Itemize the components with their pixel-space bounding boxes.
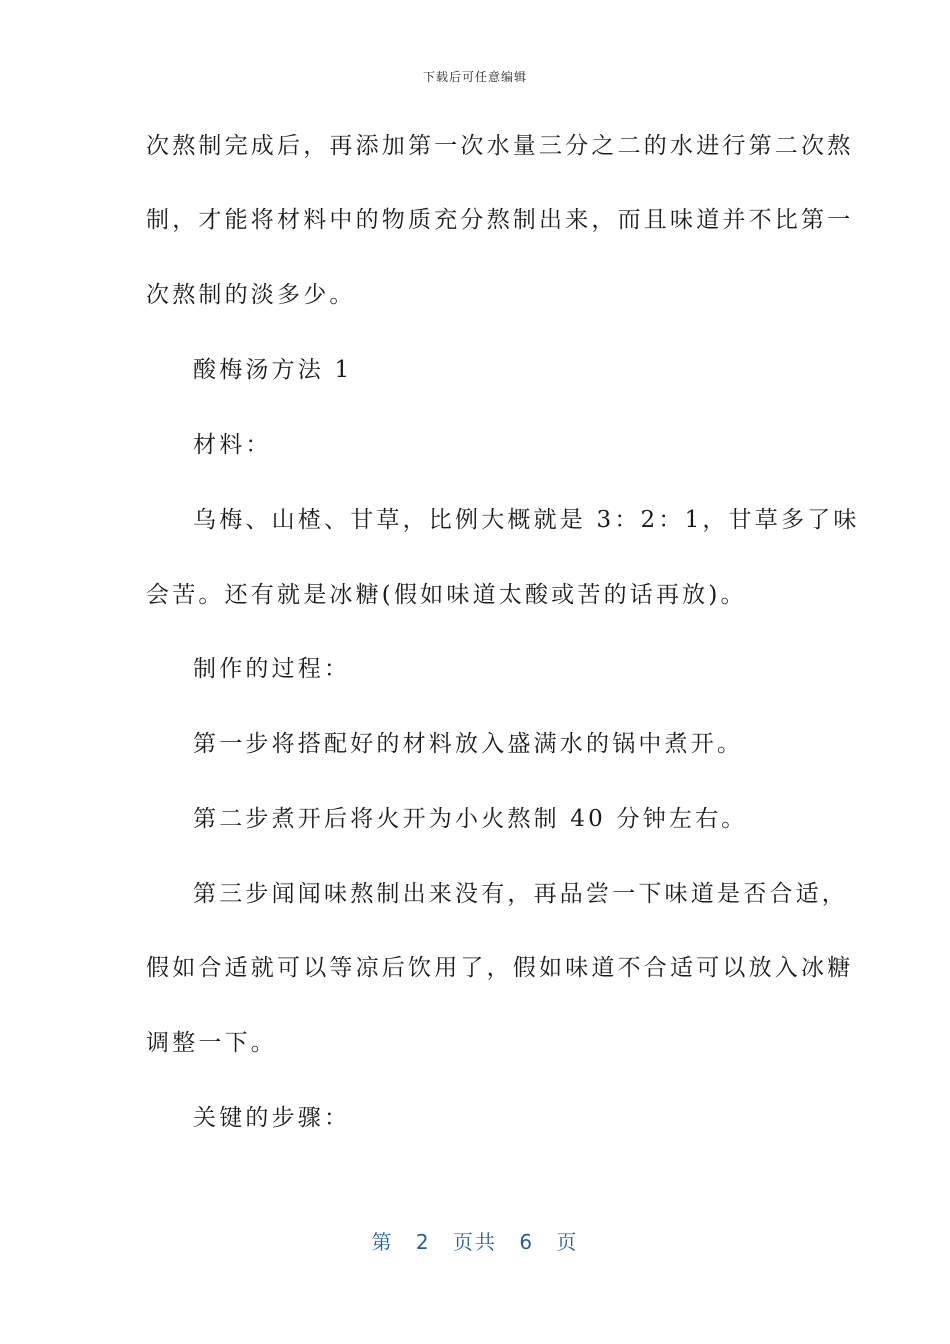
step-line: 第三步闻闻味熬制出来没有，再品尝一下味道是否合适，: [193, 881, 848, 907]
page-number: 第 2 页共 6 页: [371, 1230, 579, 1254]
body-line: 调整一下。: [146, 1030, 277, 1056]
body-line: 会苦。还有就是冰糖(假如味道太酸或苦的话再放)。: [146, 582, 747, 608]
body-line: 制，才能将材料中的物质充分熬制出来，而且味道并不比第一: [146, 207, 854, 233]
step-line: 第一步将搭配好的材料放入盛满水的锅中煮开。: [193, 731, 744, 757]
section-heading: 酸梅汤方法 1: [193, 357, 353, 383]
header-note: 下载后可任意编辑: [422, 70, 527, 84]
body-line: 次熬制的淡多少。: [146, 282, 356, 308]
body-line: 次熬制完成后，再添加第一次水量三分之二的水进行第二次熬: [146, 133, 854, 159]
subheading-process: 制作的过程：: [193, 656, 351, 682]
subheading-key-steps: 关键的步骤：: [193, 1105, 351, 1131]
subheading-materials: 材料：: [193, 432, 272, 458]
body-line: 乌梅、山楂、甘草，比例大概就是 3：2：1，甘草多了味: [193, 507, 860, 533]
step-line: 第二步煮开后将火开为小火熬制 40 分钟左右。: [193, 806, 748, 832]
body-line: 假如合适就可以等凉后饮用了，假如味道不合适可以放入冰糖: [146, 955, 854, 981]
